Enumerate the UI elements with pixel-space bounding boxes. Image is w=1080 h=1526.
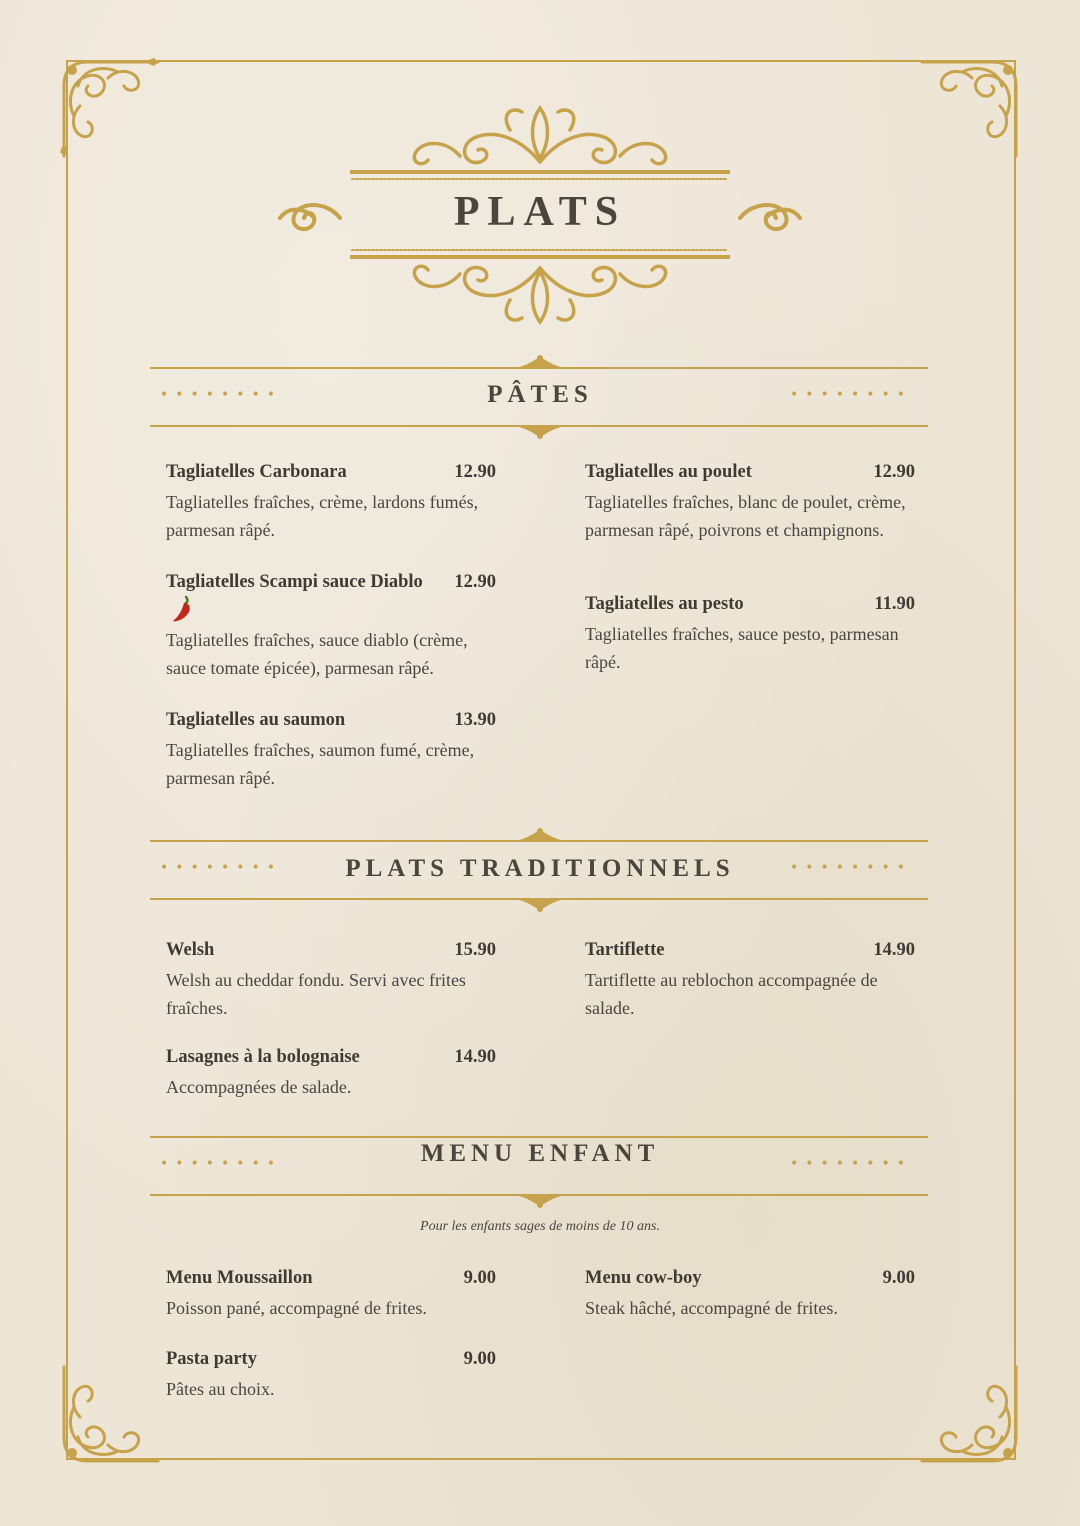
section-title: MENU ENFANT <box>420 1140 660 1167</box>
menu-item <box>585 1266 925 1323</box>
item-description: Steak hâché, accompagné de frites. <box>585 1298 838 1318</box>
menu-item <box>166 460 506 544</box>
item-description: Accompagnées de salade. <box>166 1077 352 1097</box>
page-title: PLATS <box>453 189 627 235</box>
decorative-dots-left: •••••••• <box>160 860 283 876</box>
menu-item <box>166 570 506 682</box>
corner-ornament-top-right <box>917 56 1022 161</box>
item-price: 14.90 <box>873 940 915 960</box>
item-name: Menu cow-boy <box>585 1268 702 1288</box>
item-name: Tagliatelles au poulet <box>585 462 752 482</box>
item-price: 12.90 <box>454 462 496 482</box>
item-description: Tagliatelles fraîches, crème, lardons fumés, parmesan râpé. <box>166 492 479 540</box>
item-description: Pâtes au choix. <box>166 1379 275 1399</box>
section-header-pates <box>150 355 930 440</box>
item-name: Tartiflette <box>585 940 665 960</box>
menu-item <box>166 708 506 792</box>
corner-ornament-bottom-right <box>917 1362 1022 1467</box>
item-name: Tagliatelles Scampi sauce Diablo <box>166 570 426 623</box>
section-title: PÂTES <box>487 381 593 408</box>
section-title: PLATS TRADITIONNELS <box>345 855 735 882</box>
item-name: Tagliatelles Carbonara <box>166 462 347 482</box>
item-description: Tagliatelles fraîches, blanc de poulet, crème, parmesan râpé, poivrons et champignons. <box>585 492 906 540</box>
item-name: Lasagnes à la bolognaise <box>166 1047 360 1067</box>
item-description: Poisson pané, accompagné de frites. <box>166 1298 427 1318</box>
menu-item <box>585 592 925 676</box>
menu-item <box>166 1045 506 1102</box>
decorative-dots-left: •••••••• <box>160 387 283 403</box>
item-price: 9.00 <box>882 1268 915 1288</box>
menu-item <box>585 460 925 544</box>
item-price: 12.90 <box>873 462 915 482</box>
item-description: Tartiflette au reblochon accompagnée de salade. <box>585 970 878 1018</box>
item-name: Tagliatelles au pesto <box>585 594 744 614</box>
item-description: Tagliatelles fraîches, saumon fumé, crème, parmesan râpé. <box>166 740 475 788</box>
section-header-plats-traditionnels <box>150 828 930 913</box>
decorative-dots-right: •••••••• <box>790 1156 913 1172</box>
decorative-dots-left: •••••••• <box>160 1156 283 1172</box>
menu-item <box>166 1266 506 1323</box>
decorative-dots-right: •••••••• <box>790 860 913 876</box>
item-description: Tagliatelles fraîches, sauce diablo (crème, sauce tomate épicée), parmesan râpé. <box>166 630 468 678</box>
item-price: 14.90 <box>454 1047 496 1067</box>
item-price: 12.90 <box>454 572 496 592</box>
item-price: 15.90 <box>454 940 496 960</box>
decorative-dots-right: •••••••• <box>790 387 913 403</box>
item-price: 9.00 <box>463 1268 496 1288</box>
item-description: Tagliatelles fraîches, sauce pesto, parmesan râpé. <box>585 624 899 672</box>
menu-item <box>166 1347 506 1404</box>
section-header-menu-enfant <box>150 1126 930 1211</box>
item-description: Welsh au cheddar fondu. Servi avec frites fraîches. <box>166 970 466 1018</box>
item-name: Menu Moussaillon <box>166 1268 313 1288</box>
menu-item <box>166 938 506 1022</box>
item-name: Pasta party <box>166 1349 257 1369</box>
corner-ornament-bottom-left <box>58 1362 163 1467</box>
section-ornament-bottom <box>512 898 568 912</box>
item-name: Tagliatelles au saumon <box>166 710 346 730</box>
chili-pepper-icon <box>172 595 194 623</box>
item-price: 9.00 <box>463 1349 496 1369</box>
corner-ornament-top-left <box>58 56 163 161</box>
section-ornament-bottom <box>512 1194 568 1208</box>
item-price: 13.90 <box>454 710 496 730</box>
section-note: Pour les enfants sages de moins de 10 ans. <box>420 1219 660 1234</box>
item-price: 11.90 <box>874 594 915 614</box>
menu-item <box>585 938 925 1022</box>
item-name: Welsh <box>166 940 215 960</box>
section-ornament-bottom <box>512 425 568 439</box>
